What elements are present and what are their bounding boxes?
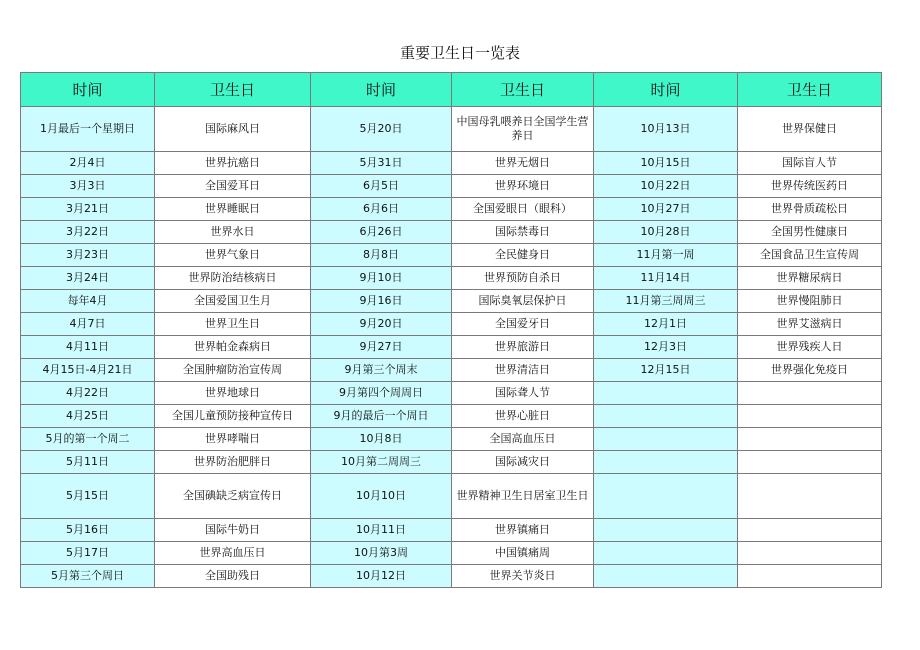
time-cell: 6月5日 (311, 175, 452, 198)
time-cell: 5月11日 (21, 451, 155, 474)
time-cell: 10月第3周 (311, 542, 452, 565)
health-day-cell: 世界精神卫生日居室卫生日 (452, 474, 594, 519)
header-time-3: 时间 (594, 73, 738, 107)
time-cell: 4月25日 (21, 405, 155, 428)
time-cell (594, 565, 738, 588)
time-cell: 10月11日 (311, 519, 452, 542)
health-day-cell: 世界残疾人日 (738, 336, 882, 359)
health-day-cell: 全国爱眼日（眼科） (452, 198, 594, 221)
time-cell: 9月27日 (311, 336, 452, 359)
health-day-cell (738, 542, 882, 565)
time-cell: 10月27日 (594, 198, 738, 221)
table-row (21, 107, 882, 152)
health-day-cell: 世界无烟日 (452, 152, 594, 175)
table-row (21, 519, 882, 542)
time-cell: 5月15日 (21, 474, 155, 519)
health-day-cell: 世界心脏日 (452, 405, 594, 428)
header-time-2: 时间 (311, 73, 452, 107)
header-day-2: 卫生日 (452, 73, 594, 107)
health-day-cell: 全国食品卫生宣传周 (738, 244, 882, 267)
health-day-cell: 世界慢阻肺日 (738, 290, 882, 313)
time-cell: 10月22日 (594, 175, 738, 198)
health-day-cell: 国际禁毒日 (452, 221, 594, 244)
health-day-cell: 全民健身日 (452, 244, 594, 267)
time-cell: 9月第四个周周日 (311, 382, 452, 405)
health-day-cell: 世界艾滋病日 (738, 313, 882, 336)
health-day-cell: 国际牛奶日 (155, 519, 311, 542)
health-days-table (20, 72, 882, 588)
time-cell: 每年4月 (21, 290, 155, 313)
time-cell: 10月10日 (311, 474, 452, 519)
time-cell: 2月4日 (21, 152, 155, 175)
health-day-cell: 世界防治肥胖日 (155, 451, 311, 474)
table-row (21, 198, 882, 221)
time-cell (594, 428, 738, 451)
health-day-cell (738, 519, 882, 542)
health-day-cell: 世界清洁日 (452, 359, 594, 382)
time-cell (594, 474, 738, 519)
table-row (21, 152, 882, 175)
time-cell: 9月的最后一个周日 (311, 405, 452, 428)
health-day-cell: 世界旅游日 (452, 336, 594, 359)
health-day-cell: 国际麻风日 (155, 107, 311, 152)
health-day-cell: 中国镇痛周 (452, 542, 594, 565)
health-day-cell: 国际聋人节 (452, 382, 594, 405)
table-row (21, 565, 882, 588)
time-cell: 10月13日 (594, 107, 738, 152)
page-title: 重要卫生日一览表 (399, 44, 520, 62)
time-cell: 5月20日 (311, 107, 452, 152)
table-row (21, 405, 882, 428)
time-cell: 9月10日 (311, 267, 452, 290)
time-cell: 4月7日 (21, 313, 155, 336)
header-row (21, 73, 882, 107)
header-day-3: 卫生日 (738, 73, 882, 107)
table-row (21, 313, 882, 336)
table-row (21, 267, 882, 290)
time-cell: 3月3日 (21, 175, 155, 198)
time-cell: 5月17日 (21, 542, 155, 565)
time-cell (594, 382, 738, 405)
health-day-cell: 世界睡眠日 (155, 198, 311, 221)
health-day-cell: 国际臭氧层保护日 (452, 290, 594, 313)
health-day-cell: 全国爱牙日 (452, 313, 594, 336)
health-day-cell: 世界抗癌日 (155, 152, 311, 175)
table-row (21, 382, 882, 405)
health-day-cell: 世界传统医药日 (738, 175, 882, 198)
health-day-cell: 国际减灾日 (452, 451, 594, 474)
table-row (21, 244, 882, 267)
time-cell: 5月第三个周日 (21, 565, 155, 588)
health-day-cell: 世界预防自杀日 (452, 267, 594, 290)
table-row (21, 542, 882, 565)
health-day-cell: 世界地球日 (155, 382, 311, 405)
time-cell: 10月第二周周三 (311, 451, 452, 474)
health-day-cell: 全国爱国卫生月 (155, 290, 311, 313)
health-day-cell: 世界强化免疫日 (738, 359, 882, 382)
header-day-1: 卫生日 (155, 73, 311, 107)
health-day-cell: 世界糖尿病日 (738, 267, 882, 290)
time-cell: 12月15日 (594, 359, 738, 382)
time-cell: 12月1日 (594, 313, 738, 336)
time-cell: 10月15日 (594, 152, 738, 175)
time-cell: 9月16日 (311, 290, 452, 313)
health-day-cell (738, 382, 882, 405)
health-day-cell: 全国爱耳日 (155, 175, 311, 198)
table-row (21, 428, 882, 451)
time-cell: 5月16日 (21, 519, 155, 542)
time-cell: 1月最后一个星期日 (21, 107, 155, 152)
time-cell: 11月14日 (594, 267, 738, 290)
time-cell: 8月8日 (311, 244, 452, 267)
health-day-cell: 世界高血压日 (155, 542, 311, 565)
health-day-cell (738, 428, 882, 451)
time-cell (594, 519, 738, 542)
time-cell: 10月12日 (311, 565, 452, 588)
health-day-cell: 全国儿童预防接种宣传日 (155, 405, 311, 428)
health-day-cell: 全国高血压日 (452, 428, 594, 451)
time-cell: 3月22日 (21, 221, 155, 244)
health-day-cell: 世界关节炎日 (452, 565, 594, 588)
health-day-cell: 世界哮喘日 (155, 428, 311, 451)
health-day-cell (738, 405, 882, 428)
health-day-cell: 世界镇痛日 (452, 519, 594, 542)
table-row (21, 336, 882, 359)
table-row (21, 359, 882, 382)
health-day-cell: 世界帕金森病日 (155, 336, 311, 359)
health-day-cell: 全国碘缺乏病宣传日 (155, 474, 311, 519)
time-cell (594, 542, 738, 565)
time-cell: 11月第一周 (594, 244, 738, 267)
time-cell: 6月26日 (311, 221, 452, 244)
time-cell (594, 451, 738, 474)
time-cell: 4月15日-4月21日 (21, 359, 155, 382)
health-day-cell: 全国男性健康日 (738, 221, 882, 244)
health-day-cell: 世界水日 (155, 221, 311, 244)
health-day-cell: 中国母乳喂养日全国学生营养日 (452, 107, 594, 152)
table-row (21, 290, 882, 313)
health-day-cell: 世界防治结核病日 (155, 267, 311, 290)
health-day-cell: 世界卫生日 (155, 313, 311, 336)
time-cell: 6月6日 (311, 198, 452, 221)
time-cell: 4月11日 (21, 336, 155, 359)
time-cell: 9月20日 (311, 313, 452, 336)
time-cell: 11月第三周周三 (594, 290, 738, 313)
health-day-cell: 世界环境日 (452, 175, 594, 198)
health-day-cell: 全国助残日 (155, 565, 311, 588)
health-day-cell (738, 451, 882, 474)
time-cell: 10月28日 (594, 221, 738, 244)
time-cell: 3月21日 (21, 198, 155, 221)
health-day-cell: 世界保健日 (738, 107, 882, 152)
health-day-cell (738, 474, 882, 519)
table-row (21, 451, 882, 474)
time-cell: 3月23日 (21, 244, 155, 267)
health-day-cell: 世界骨质疏松日 (738, 198, 882, 221)
time-cell: 5月31日 (311, 152, 452, 175)
table-row (21, 221, 882, 244)
time-cell (594, 405, 738, 428)
time-cell: 3月24日 (21, 267, 155, 290)
health-day-cell: 国际盲人节 (738, 152, 882, 175)
header-time-1: 时间 (21, 73, 155, 107)
table-row (21, 474, 882, 519)
time-cell: 9月第三个周末 (311, 359, 452, 382)
time-cell: 10月8日 (311, 428, 452, 451)
health-day-cell (738, 565, 882, 588)
time-cell: 12月3日 (594, 336, 738, 359)
time-cell: 5月的第一个周二 (21, 428, 155, 451)
health-day-cell: 全国肿瘤防治宣传周 (155, 359, 311, 382)
time-cell: 4月22日 (21, 382, 155, 405)
table-row (21, 175, 882, 198)
health-day-cell: 世界气象日 (155, 244, 311, 267)
